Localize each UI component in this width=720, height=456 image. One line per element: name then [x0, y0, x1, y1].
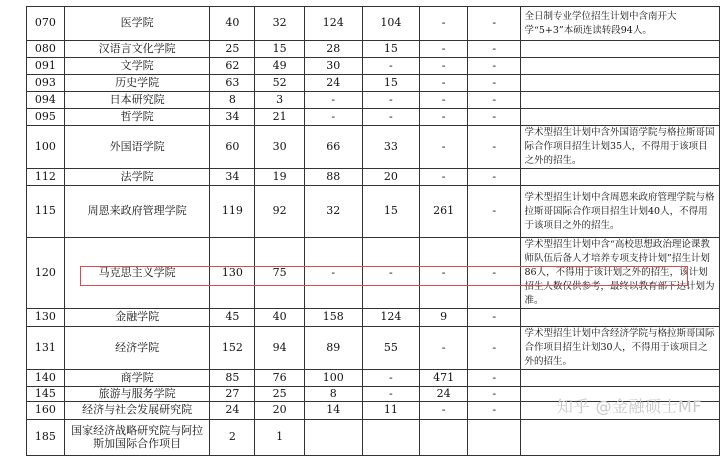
- number-cell: -: [420, 402, 468, 420]
- number-cell: 152: [210, 327, 255, 370]
- college-name-cell: 文学院: [64, 58, 210, 75]
- college-name-cell: 哲学院: [64, 109, 210, 126]
- college-name-cell: 金融学院: [64, 309, 210, 327]
- number-cell: 24: [304, 75, 362, 92]
- college-name-cell: 商学院: [64, 370, 210, 387]
- number-cell: [420, 420, 468, 456]
- number-cell: 15: [362, 41, 420, 58]
- number-cell: -: [467, 370, 521, 387]
- college-name-cell: 外国语学院: [64, 126, 210, 169]
- code-cell: 140: [27, 370, 65, 387]
- code-cell: 120: [27, 238, 65, 309]
- watermark: 知乎 @金融硕士MF: [556, 397, 702, 416]
- number-cell: 124: [362, 309, 420, 327]
- number-cell: -: [420, 92, 468, 109]
- number-cell: -: [420, 41, 468, 58]
- note-cell: [521, 75, 720, 92]
- note-cell: [521, 92, 720, 109]
- number-cell: 89: [304, 327, 362, 370]
- code-cell: 100: [27, 126, 65, 169]
- number-cell: 34: [210, 169, 255, 186]
- number-cell: 55: [362, 327, 420, 370]
- college-name-cell: 法学院: [64, 169, 210, 186]
- code-cell: 115: [27, 186, 65, 238]
- number-cell: 471: [420, 370, 468, 387]
- number-cell: 3: [255, 92, 305, 109]
- number-cell: -: [420, 75, 468, 92]
- number-cell: [304, 420, 362, 456]
- number-cell: 261: [420, 186, 468, 238]
- number-cell: 130: [210, 238, 255, 309]
- code-cell: 080: [27, 41, 65, 58]
- number-cell: 40: [255, 309, 305, 327]
- code-cell: 112: [27, 169, 65, 186]
- number-cell: 76: [255, 370, 305, 387]
- number-cell: 11: [362, 402, 420, 420]
- college-name-cell: 经济学院: [64, 327, 210, 370]
- code-cell: 160: [27, 402, 65, 420]
- number-cell: 32: [304, 186, 362, 238]
- code-cell: 145: [27, 387, 65, 402]
- number-cell: -: [467, 387, 521, 402]
- note-cell: [521, 309, 720, 327]
- number-cell: 24: [420, 387, 468, 402]
- number-cell: 88: [304, 169, 362, 186]
- number-cell: -: [467, 109, 521, 126]
- number-cell: 28: [304, 41, 362, 58]
- number-cell: -: [467, 309, 521, 327]
- number-cell: 49: [255, 58, 305, 75]
- code-cell: 185: [27, 420, 65, 456]
- number-cell: 94: [255, 327, 305, 370]
- code-cell: 093: [27, 75, 65, 92]
- number-cell: 20: [255, 402, 305, 420]
- number-cell: 2: [210, 420, 255, 456]
- number-cell: [362, 420, 420, 456]
- number-cell: 25: [210, 41, 255, 58]
- number-cell: 30: [255, 126, 305, 169]
- number-cell: -: [420, 169, 468, 186]
- number-cell: -: [362, 109, 420, 126]
- table-row: [27, 420, 720, 456]
- number-cell: -: [420, 7, 468, 41]
- table-row: [27, 75, 720, 92]
- number-cell: [467, 420, 521, 456]
- number-cell: 20: [362, 169, 420, 186]
- number-cell: -: [467, 169, 521, 186]
- code-cell: 094: [27, 92, 65, 109]
- number-cell: 100: [304, 370, 362, 387]
- number-cell: 52: [255, 75, 305, 92]
- number-cell: 33: [362, 126, 420, 169]
- college-name-cell: 马克思主义学院: [64, 238, 210, 309]
- number-cell: 63: [210, 75, 255, 92]
- code-cell: 070: [27, 7, 65, 41]
- note-cell: [521, 420, 720, 456]
- table-row: [27, 7, 720, 41]
- table-row: [27, 109, 720, 126]
- note-cell: 全日制专业学位招生计划中含南开大学“5+3”本硕连读转段94人。: [521, 7, 720, 41]
- number-cell: -: [362, 387, 420, 402]
- number-cell: -: [467, 126, 521, 169]
- number-cell: -: [467, 41, 521, 58]
- highlight-box: [80, 266, 688, 286]
- number-cell: 24: [210, 402, 255, 420]
- number-cell: -: [420, 58, 468, 75]
- note-cell: [521, 109, 720, 126]
- number-cell: 15: [362, 186, 420, 238]
- number-cell: 8: [304, 387, 362, 402]
- number-cell: 158: [304, 309, 362, 327]
- number-cell: 119: [210, 186, 255, 238]
- number-cell: 34: [210, 109, 255, 126]
- number-cell: 15: [255, 41, 305, 58]
- number-cell: -: [362, 370, 420, 387]
- number-cell: 92: [255, 186, 305, 238]
- college-name-cell: 历史学院: [64, 75, 210, 92]
- number-cell: 9: [420, 309, 468, 327]
- college-name-cell: 旅游与服务学院: [64, 387, 210, 402]
- number-cell: -: [467, 92, 521, 109]
- number-cell: -: [467, 7, 521, 41]
- number-cell: -: [467, 186, 521, 238]
- note-cell: [521, 41, 720, 58]
- table-row: [27, 92, 720, 109]
- number-cell: -: [420, 109, 468, 126]
- number-cell: -: [467, 327, 521, 370]
- note-cell: [521, 370, 720, 387]
- note-cell: 学术型招生计划中含外国语学院与格拉斯哥国际合作项目招生计划35人，不得用于该项目之外的招生。: [521, 126, 720, 169]
- number-cell: 40: [210, 7, 255, 41]
- college-name-cell: 经济与社会发展研究院: [64, 402, 210, 420]
- number-cell: -: [420, 126, 468, 169]
- number-cell: -: [467, 238, 521, 309]
- enrollment-plan-table: [26, 6, 720, 456]
- number-cell: 19: [255, 169, 305, 186]
- number-cell: 45: [210, 309, 255, 327]
- number-cell: -: [362, 238, 420, 309]
- college-name-cell: 汉语言文化学院: [64, 41, 210, 58]
- table-row: [27, 169, 720, 186]
- code-cell: 095: [27, 109, 65, 126]
- table-row: [27, 58, 720, 75]
- code-cell: 131: [27, 327, 65, 370]
- number-cell: 1: [255, 420, 305, 456]
- number-cell: 104: [362, 7, 420, 41]
- college-name-cell: 国家经济战略研究院与阿拉斯加国际合作项目: [64, 420, 210, 456]
- number-cell: 27: [210, 387, 255, 402]
- number-cell: -: [420, 327, 468, 370]
- number-cell: 25: [255, 387, 305, 402]
- table-row: [27, 126, 720, 169]
- number-cell: 32: [255, 7, 305, 41]
- college-name-cell: 医学院: [64, 7, 210, 41]
- number-cell: -: [304, 92, 362, 109]
- number-cell: -: [467, 402, 521, 420]
- number-cell: -: [467, 58, 521, 75]
- number-cell: 15: [362, 75, 420, 92]
- table-row: [27, 370, 720, 387]
- number-cell: -: [467, 75, 521, 92]
- number-cell: 124: [304, 7, 362, 41]
- number-cell: 30: [304, 58, 362, 75]
- number-cell: 62: [210, 58, 255, 75]
- number-cell: 14: [304, 402, 362, 420]
- number-cell: 60: [210, 126, 255, 169]
- number-cell: -: [304, 109, 362, 126]
- table-row: [27, 41, 720, 58]
- note-cell: [521, 58, 720, 75]
- table-row: [27, 186, 720, 238]
- number-cell: 8: [210, 92, 255, 109]
- note-cell: [521, 169, 720, 186]
- code-cell: 130: [27, 309, 65, 327]
- number-cell: 75: [255, 238, 305, 309]
- note-cell: 学术型招生计划中含周恩来政府管理学院与格拉斯哥国际合作项目招生计划40人，不得用于该项目之外的招生。: [521, 186, 720, 238]
- code-cell: 091: [27, 58, 65, 75]
- number-cell: -: [362, 92, 420, 109]
- number-cell: -: [304, 238, 362, 309]
- table-row: [27, 327, 720, 370]
- college-name-cell: 日本研究院: [64, 92, 210, 109]
- note-cell: 学术型招生计划中含经济学院与格拉斯哥国际合作项目招生计划30人，不得用于该项目之外的招生。: [521, 327, 720, 370]
- number-cell: 66: [304, 126, 362, 169]
- note-cell: 学术型招生计划中含“高校思想政治理论课教师队伍后备人才培养专项支持计划”招生计划86人，不得用于该计划之外的招生，该计划招生人数仅供参考，最终以教育部下达计划为准。: [521, 238, 720, 309]
- number-cell: -: [362, 58, 420, 75]
- number-cell: 85: [210, 370, 255, 387]
- number-cell: 21: [255, 109, 305, 126]
- college-name-cell: 周恩来政府管理学院: [64, 186, 210, 238]
- table-row: [27, 309, 720, 327]
- number-cell: -: [420, 238, 468, 309]
